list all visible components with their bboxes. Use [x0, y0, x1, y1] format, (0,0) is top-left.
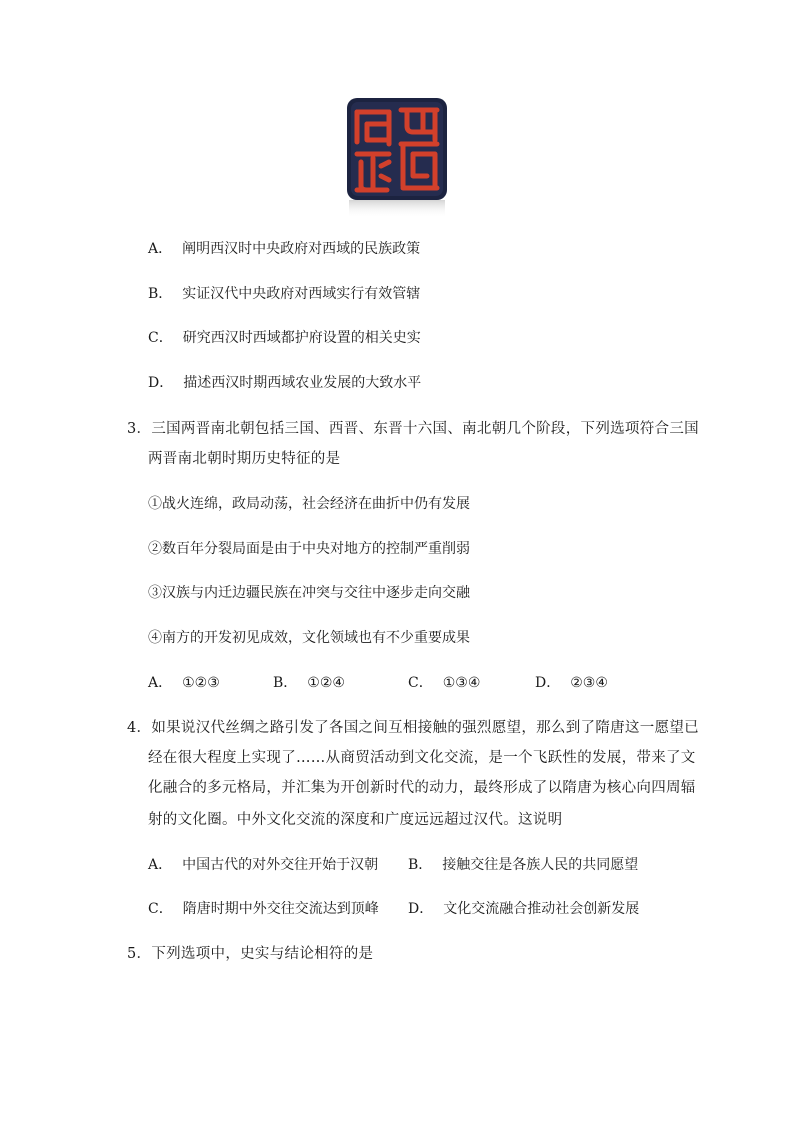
q5-stem: 5．下列选项中，史实与结论相符的是 [127, 946, 374, 962]
option-text: 研究西汉时西域都护府设置的相关史实 [182, 330, 421, 346]
q2-option-c [148, 328, 421, 348]
option-label: C． [408, 675, 433, 691]
q4-stem-line2: 经在很大程度上实现了……从商贸活动到文化交流，是一个飞跃性的发展，带来了文 [148, 750, 696, 766]
option-label: B． [408, 857, 433, 873]
option-label: D． [408, 901, 434, 917]
q3-statement-1: ①战火连绵，政局动荡，社会经济在曲折中仍有发展 [148, 496, 470, 512]
option-label: B． [148, 286, 173, 302]
option-text: ①③④ [442, 675, 481, 691]
q4-option-a [148, 855, 378, 875]
option-text: ②③④ [570, 675, 608, 691]
q3-option-d [535, 673, 608, 693]
option-label: D． [148, 375, 174, 391]
q2-option-b [148, 284, 420, 304]
option-label: A． [148, 675, 173, 691]
option-text: 阐明西汉时中央政府对西域的民族政策 [182, 241, 421, 257]
q3-statement-2: ②数百年分裂局面是由于中央对地方的控制严重削弱 [148, 541, 470, 557]
option-text: 描述西汉时期西域农业发展的大致水平 [183, 375, 422, 391]
option-text: 隋唐时期中外交往交流达到顶峰 [182, 901, 379, 917]
option-text: ①②③ [182, 675, 220, 691]
option-label: C． [148, 330, 173, 346]
q4-stem-line3: 化融合的多元格局，并汇集为开创新时代的动力，最终形成了以隋唐为核心向四周辐 [148, 780, 696, 796]
q4-stem-line4: 射的文化圈。中外文化交流的深度和广度远远超过汉代。这说明 [148, 812, 563, 828]
option-text: 实证汉代中央政府对西域实行有效管辖 [182, 286, 421, 302]
q4-option-c [148, 899, 379, 919]
option-text: 接触交往是各族人民的共同愿望 [442, 857, 639, 873]
option-label: C． [148, 901, 173, 917]
q3-statement-4: ④南方的开发初见成效，文化领域也有不少重要成果 [148, 630, 470, 646]
q2-option-a [148, 239, 420, 259]
option-text: ①②④ [307, 675, 345, 691]
q3-option-c [408, 673, 480, 693]
option-label: B． [273, 675, 298, 691]
option-label: A． [148, 241, 173, 257]
q3-stem-line1: 3．三国两晋南北朝包括三国、西晋、东晋十六国、南北朝几个阶段，下列选项符合三国 [127, 421, 699, 437]
q3-option-a [148, 673, 220, 693]
q2-option-d [148, 373, 421, 393]
option-label: D． [535, 675, 561, 691]
option-text: 中国古代的对外交往开始于汉朝 [182, 857, 379, 873]
option-label: A． [148, 857, 173, 873]
option-text: 文化交流融合推动社会创新发展 [443, 901, 640, 917]
q3-statement-3: ③汉族与内迁边疆民族在冲突与交往中逐步走向交融 [148, 585, 470, 601]
q4-option-b [408, 855, 638, 875]
q3-option-b [273, 673, 345, 693]
q3-stem-line2: 两晋南北朝时期历史特征的是 [148, 451, 341, 467]
seal-image [343, 96, 451, 220]
q4-stem-line1: 4．如果说汉代丝绸之路引发了各国之间互相接触的强烈愿望，那么到了隋唐这一愿望已 [127, 720, 699, 736]
q4-option-d [408, 899, 639, 919]
